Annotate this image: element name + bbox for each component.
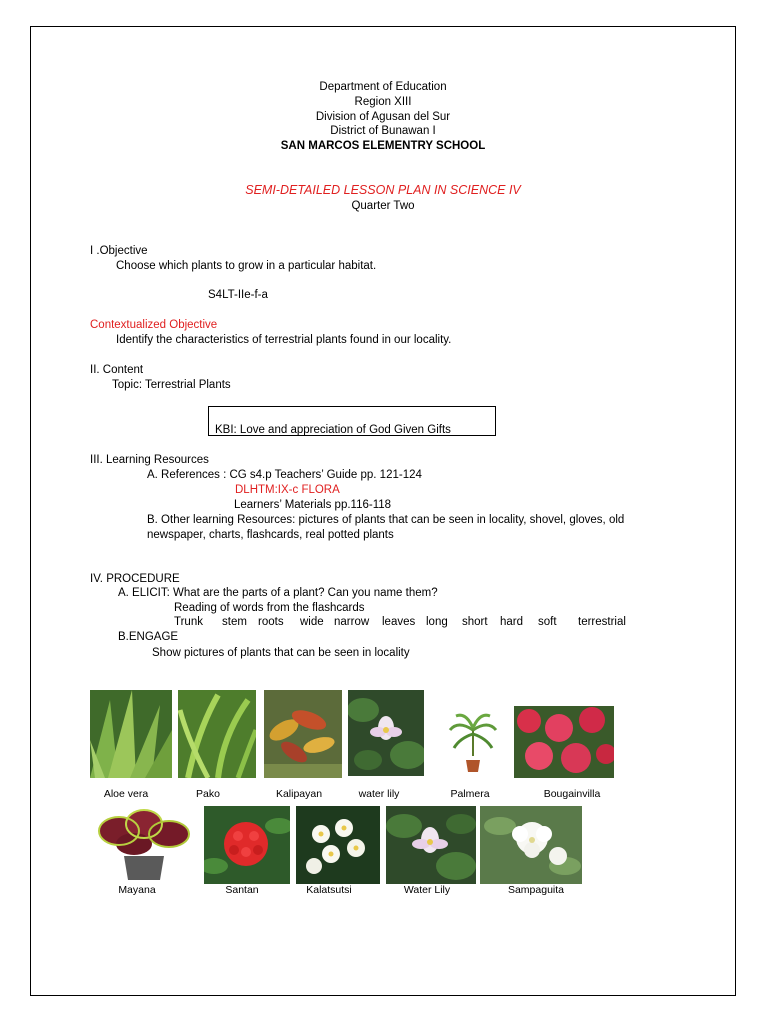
caption-mayana: Mayana <box>118 884 156 896</box>
kalatsutsi-image <box>296 806 380 884</box>
caption-palmera: Palmera <box>450 788 490 800</box>
word-item: roots <box>258 616 284 628</box>
caption-bougainvilla: Bougainvilla <box>543 788 601 800</box>
water-lily-image <box>348 690 424 776</box>
mayana-image <box>94 806 194 882</box>
word-item: leaves <box>382 616 416 628</box>
palmera-image <box>448 708 498 774</box>
objective-heading: I .Objective <box>90 245 148 257</box>
resources-learners: Learners’ Materials pp.116-118 <box>234 499 392 511</box>
resources-dlhtm: DLHTM:IX-c FLORA <box>235 484 340 496</box>
plan-title: SEMI-DETAILED LESSON PLAN IN SCIENCE IV <box>245 183 521 197</box>
water-lily-2-image <box>386 806 476 884</box>
objective-text: Choose which plants to grow in a particular habitat. <box>116 260 377 272</box>
aloe-vera-image <box>90 690 172 778</box>
procedure-words <box>174 615 626 629</box>
caption-kalatsutsi: Kalatsutsi <box>306 884 352 896</box>
objective-code: S4LT-IIe-f-a <box>208 289 268 301</box>
caption-santan: Santan <box>225 884 259 896</box>
word-item: stem <box>222 616 247 628</box>
procedure-engage: B.ENGAGE <box>118 631 179 643</box>
contextualized-heading: Contextualized Objective <box>90 319 218 331</box>
caption-water-lily: water lily <box>358 788 400 800</box>
content-topic: Topic: Terrestrial Plants <box>112 379 231 391</box>
word-item: wide <box>300 616 324 628</box>
caption-kalipayan: Kalipayan <box>275 788 323 800</box>
sampaguita-image <box>480 806 582 884</box>
resources-heading: III. Learning Resources <box>90 454 209 466</box>
bougainvilla-image <box>514 706 614 778</box>
word-item: soft <box>538 616 557 628</box>
word-item: narrow <box>334 616 370 628</box>
plan-quarter: Quarter Two <box>351 200 415 212</box>
contextualized-text: Identify the characteristics of terrestrial plants found in our locality. <box>116 334 452 346</box>
word-item: short <box>462 616 488 628</box>
caption-aloe-vera: Aloe vera <box>103 788 149 800</box>
kbi-text: KBI: Love and appreciation of God Given Gifts <box>215 424 451 436</box>
resources-other-1: B. Other learning Resources: pictures of plants that can be seen in locality, shovel, gloves, old <box>147 514 625 526</box>
header-school: SAN MARCOS ELEMENTRY SCHOOL <box>280 140 486 152</box>
procedure-show: Show pictures of plants that can be seen in locality <box>152 647 410 659</box>
word-item: terrestrial <box>578 616 626 628</box>
header-region: Region XIII <box>354 96 412 108</box>
procedure-heading: IV. PROCEDURE <box>90 573 180 585</box>
word-item: Trunk <box>174 616 203 628</box>
kalipayan-image <box>264 690 342 778</box>
header-department: Department of Education <box>319 81 447 93</box>
pako-image <box>178 690 256 778</box>
resources-references: A. References : CG s4.p Teachers’ Guide pp. 121-124 <box>147 469 422 481</box>
header-division: Division of Agusan del Sur <box>315 111 451 123</box>
header-district: District of Bunawan I <box>330 125 436 137</box>
caption-water-lily-2: Water Lily <box>403 884 451 896</box>
caption-pako: Pako <box>196 788 220 800</box>
santan-image <box>204 806 290 884</box>
resources-other-2: newspaper, charts, flashcards, real potted plants <box>147 529 394 541</box>
procedure-reading: Reading of words from the flashcards <box>174 602 365 614</box>
caption-sampaguita: Sampaguita <box>507 884 565 896</box>
word-item: long <box>426 616 448 628</box>
content-heading: II. Content <box>90 364 144 376</box>
procedure-elicit: A. ELICIT: What are the parts of a plant? Can you name them? <box>118 587 438 599</box>
word-item: hard <box>500 616 524 628</box>
